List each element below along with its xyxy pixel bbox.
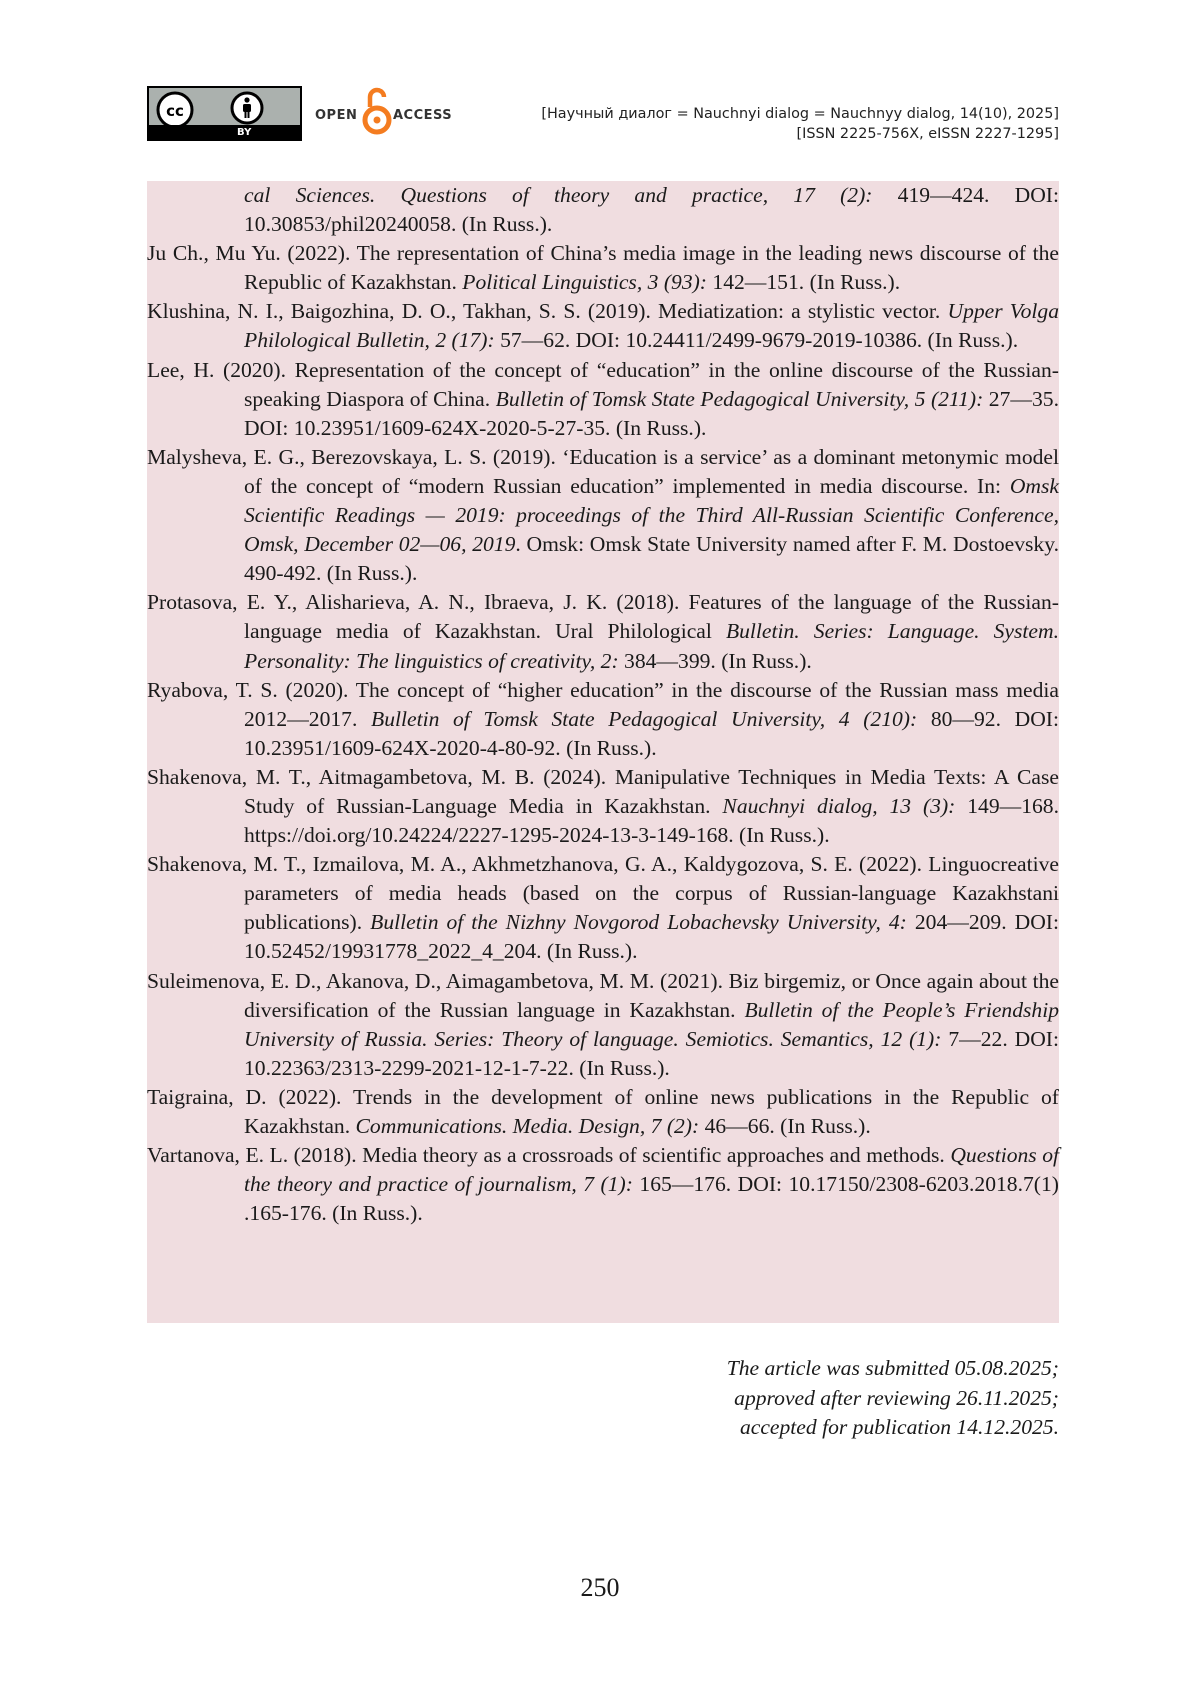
reference-text: Vartanova, E. L. (2018). Media theory as a crossroads of scientific approaches and methods. [147,1143,951,1168]
reference-text: 384—399. (In Russ.). [618,648,812,673]
reference-source: cal Sciences. Questions of theory and practice, 17 (2): [244,183,873,207]
journal-citation: [Научный диалог = Nauchnyi dialog = Nauchnyy dialog, 14(10), 2025] [541,106,1059,122]
reference-source: Bulletin of Tomsk State Pedagogical University, 4 (210): [371,706,918,731]
open-access-access-label: ACCESS [393,108,453,123]
reference-source: Political Linguistics, 3 (93): [462,270,707,295]
reference-text: 204—209. DOI: 10.52452/19931778_2022_4_204. (In Russ.). [244,910,1059,964]
article-dates [727,1354,1059,1443]
reference-entry [147,850,1059,966]
reference-entry [147,588,1059,675]
open-access-lock-icon [362,85,392,137]
date-accepted: accepted for publication 14.12.2025. [739,1415,1059,1439]
date-approved: approved after reviewing 26.11.2025; [734,1385,1059,1410]
reference-source: Nauchnyi dialog, 13 (3): [722,793,956,818]
reference-text: Ju Ch., Mu Yu. (2022). The representation of China’s media image in the leading news discourse of the Republic of Kazakhstan. [147,241,1059,295]
reference-entry [147,297,1059,355]
reference-source: Bulletin of the People’s Friendship University of Russia. Series: Theory of language. Semiotics. Semantics, 12 (1): [244,997,1059,1051]
reference-entry [147,356,1059,443]
reference-text: 7—22. DOI: 10.22363/2313-2299-2021-12-1-7-22. (In Russ.). [244,1026,1060,1080]
page-number: 250 [580,1573,620,1602]
open-access-logo [315,85,465,145]
reference-text: Suleimenova, E. D., Akanova, D., Aimagambetova, M. M. (2021). Biz birgemiz, or Once again about the diversification of the Russian language in Kazakhstan. [147,968,1059,1022]
reference-text: . Omsk: Omsk State University named after F. M. Dostoevsky. 490-492. (In Russ.). [244,532,1059,586]
reference-text: 149—168. https://doi.org/10.24224/2227-1295-2024-13-3-149-168. (In Russ.). [244,793,1060,848]
journal-issn: [ISSN 2225-756X, eISSN 2227-1295] [796,126,1059,142]
reference-text: Taigraina, D. (2022). Trends in the development of online news publications in the Republic of Kazakhstan. [147,1084,1059,1138]
reference-text: 27—35. DOI: 10.23951/1609-624X-2020-5-27-35. (In Russ.). [244,386,1059,440]
reference-entry [147,967,1059,1083]
reference-text: Lee, H. (2020). Representation of the concept of “education” in the online discourse of the Russian-speaking Diaspora of China. [147,357,1059,411]
svg-text:cc: cc [166,102,184,120]
references-list [147,181,1059,1323]
reference-text: Ryabova, T. S. (2020). The concept of “higher education” in the discourse of the Russian mass media 2012—2017. [147,677,1059,731]
reference-text: Malysheva, E. G., Berezovskaya, L. S. (2019). ‘Education is a service’ as a dominant metonymic model of the concept of “modern Russian education” implemented in media discourse. In: [147,444,1059,498]
cc-icon [155,90,195,130]
reference-entry [147,443,1059,588]
reference-source: Upper Volga Philological Bulletin, 2 (17): [244,299,1059,353]
reference-text: Shakenova, M. T., Aitmagambetova, M. B. (2024). Manipulative Techniques in Media Texts: A Case Study of Russian-Language Media in Kazakhstan. [147,764,1059,818]
reference-entry [147,1083,1059,1141]
reference-source: Bulletin of Tomsk State Pedagogical University, 5 (211): [495,386,984,411]
date-submitted: The article was submitted 05.08.2025; [726,1356,1059,1380]
license-by-label: BY [237,127,252,138]
reference-text: Protasova, E. Y., Alisharieva, A. N., Ibraeva, J. K. (2018). Features of the language of the Russian-language media of Kazakhstan. Ural Philological [147,590,1059,644]
reference-text: 165—176. DOI: 10.17150/2308-6203.2018.7(1) .165-176. (In Russ.). [244,1172,1059,1226]
reference-source: Bulletin. Series: Language. System. Personality: The linguistics of creativity, 2: [244,619,1059,673]
reference-source: Omsk Scientific Readings — 2019: proceedings of the Third All-Russian Scientific Conference, Omsk, December 02—06, 2019 [244,473,1059,557]
license-strip [149,125,300,139]
reference-text: 80—92. DOI: 10.23951/1609-624X-2020-4-80-92. (In Russ.). [244,706,1059,760]
reference-entry [147,181,1059,239]
page-header [147,85,1059,145]
reference-entry [147,763,1059,850]
reference-source: Questions of the theory and practice of journalism, 7 (1): [244,1143,1059,1197]
reference-text: Klushina, N. I., Baigozhina, D. O., Takhan, S. S. (2019). Mediatization: a stylistic vector. [147,299,948,324]
reference-text: 57—62. DOI: 10.24411/2499-9679-2019-10386. (In Russ.). [494,328,1019,353]
reference-entry [147,676,1059,763]
reference-text: Shakenova, M. T., Izmailova, M. A., Akhmetzhanova, G. A., Kaldygozova, S. E. (2022). Linguocreative parameters of media heads (based on the corpus of Russian-language Kazakhstani publications). [147,852,1059,935]
open-access-open-label: OPEN [315,108,358,123]
journal-info [541,104,1059,144]
reference-text: 46—66. (In Russ.). [699,1114,871,1138]
reference-source: Communications. Media. Design, 7 (2): [355,1114,700,1138]
reference-source: Bulletin of the Nizhny Novgorod Lobachevsky University, 4: [370,910,907,935]
cc-by-license-badge[interactable] [147,86,302,141]
attribution-person-icon [229,90,265,126]
reference-text: 419—424. DOI: 10.30853/phil20240058. (In Russ.). [244,183,1059,237]
reference-entry [147,239,1059,297]
reference-entry [147,1141,1059,1228]
reference-text: 142—151. (In Russ.). [707,270,901,295]
